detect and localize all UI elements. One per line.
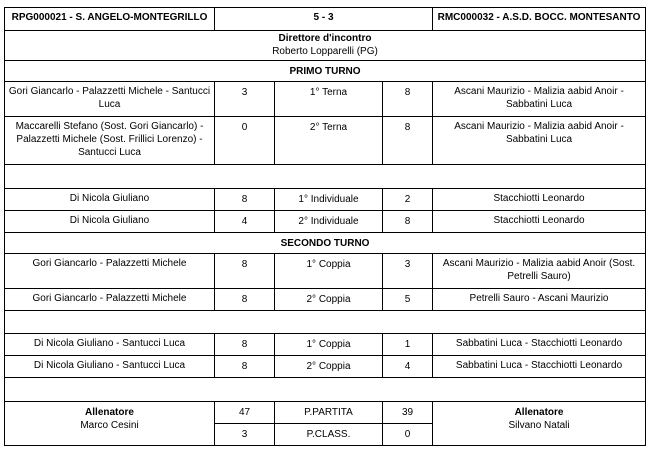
director-row	[5, 31, 646, 61]
away-score: 4	[383, 356, 433, 378]
away-score: 8	[383, 82, 433, 117]
secondo-turno-title: SECONDO TURNO	[5, 233, 646, 254]
spacer-row	[5, 165, 646, 189]
away-score: 5	[383, 289, 433, 311]
home-class-points: 3	[215, 424, 275, 446]
away-players: Petrelli Sauro - Ascani Maurizio	[433, 289, 646, 311]
home-players: Gori Giancarlo - Palazzetti Michele	[5, 289, 215, 311]
away-players: Ascani Maurizio - Malizia aabid Anoir - Sabbatini Luca	[433, 82, 646, 117]
match-row	[5, 334, 646, 356]
away-coach-label: Allenatore	[514, 407, 564, 418]
match-row	[5, 356, 646, 378]
away-team-name: RMC000032 - A.S.D. BOCC. MONTESANTO	[433, 8, 646, 31]
match-row	[5, 82, 646, 117]
home-score: 8	[215, 189, 275, 211]
final-score: 5 - 3	[215, 8, 433, 31]
header-row	[5, 8, 646, 31]
away-score: 8	[383, 211, 433, 233]
away-players: Sabbatini Luca - Stacchiotti Leonardo	[433, 356, 646, 378]
match-type: 1° Coppia	[275, 334, 383, 356]
home-score: 8	[215, 254, 275, 289]
home-players: Gori Giancarlo - Palazzetti Michele - Santucci Luca	[5, 82, 215, 117]
home-score: 8	[215, 356, 275, 378]
home-coach-cell	[5, 402, 215, 446]
home-players: Di Nicola Giuliano	[5, 211, 215, 233]
home-players: Di Nicola Giuliano - Santucci Luca	[5, 356, 215, 378]
away-players: Sabbatini Luca - Stacchiotti Leonardo	[433, 334, 646, 356]
spacer-cell	[5, 165, 646, 189]
away-partita-points: 39	[383, 402, 433, 424]
home-players: Gori Giancarlo - Palazzetti Michele	[5, 254, 215, 289]
spacer-row	[5, 378, 646, 402]
section-row	[5, 233, 646, 254]
away-coach-cell	[433, 402, 646, 446]
home-team-name: RPG000021 - S. ANGELO-MONTEGRILLO	[5, 8, 215, 31]
away-score: 8	[383, 117, 433, 165]
away-score: 3	[383, 254, 433, 289]
director-cell	[5, 31, 646, 61]
home-partita-points: 47	[215, 402, 275, 424]
match-type: 1° Coppia	[275, 254, 383, 289]
match-type: 2° Coppia	[275, 356, 383, 378]
home-players: Maccarelli Stefano (Sost. Gori Giancarlo) - Palazzetti Michele (Sost. Frillici Lorenzo) - Santucci Luca	[5, 117, 215, 165]
away-score: 1	[383, 334, 433, 356]
away-players: Stacchiotti Leonardo	[433, 211, 646, 233]
partita-label: P.PARTITA	[275, 402, 383, 424]
section-row	[5, 61, 646, 82]
home-score: 8	[215, 289, 275, 311]
spacer-cell	[5, 378, 646, 402]
match-row	[5, 254, 646, 289]
home-players: Di Nicola Giuliano	[5, 189, 215, 211]
match-row	[5, 117, 646, 165]
match-type: 2° Coppia	[275, 289, 383, 311]
home-players: Di Nicola Giuliano - Santucci Luca	[5, 334, 215, 356]
totals-row	[5, 402, 646, 424]
spacer-cell	[5, 311, 646, 334]
director-label: Direttore d'incontro	[278, 33, 372, 44]
away-class-points: 0	[383, 424, 433, 446]
home-score: 8	[215, 334, 275, 356]
match-type: 1° Terna	[275, 82, 383, 117]
match-type: 2° Individuale	[275, 211, 383, 233]
match-row	[5, 189, 646, 211]
away-coach-name: Silvano Natali	[508, 420, 570, 431]
home-score: 3	[215, 82, 275, 117]
match-type: 1° Individuale	[275, 189, 383, 211]
match-type: 2° Terna	[275, 117, 383, 165]
away-players: Ascani Maurizio - Malizia aabid Anoir (Sost. Petrelli Sauro)	[433, 254, 646, 289]
match-report-table	[4, 7, 646, 446]
away-players: Ascani Maurizio - Malizia aabid Anoir - Sabbatini Luca	[433, 117, 646, 165]
primo-turno-title: PRIMO TURNO	[5, 61, 646, 82]
home-coach-label: Allenatore	[85, 407, 134, 418]
class-label: P.CLASS.	[275, 424, 383, 446]
match-row	[5, 289, 646, 311]
home-score: 0	[215, 117, 275, 165]
spacer-row	[5, 311, 646, 334]
home-coach-name: Marco Cesini	[80, 420, 139, 431]
match-row	[5, 211, 646, 233]
away-score: 2	[383, 189, 433, 211]
director-name: Roberto Lopparelli (PG)	[272, 46, 378, 57]
away-players: Stacchiotti Leonardo	[433, 189, 646, 211]
home-score: 4	[215, 211, 275, 233]
